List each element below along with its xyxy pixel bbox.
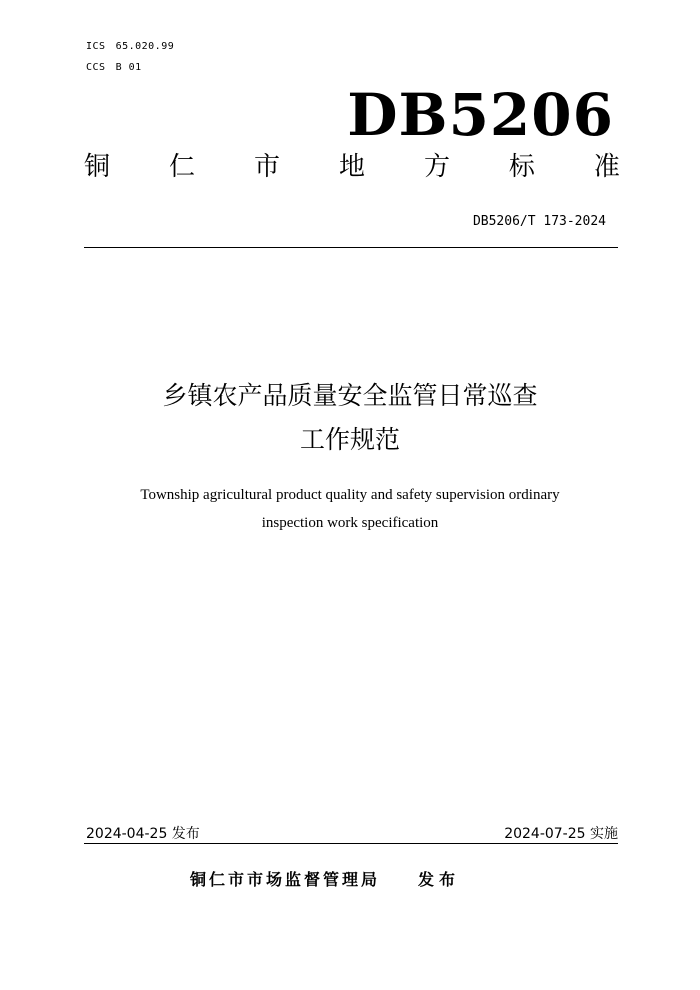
db-code: DB5206 bbox=[347, 81, 614, 149]
top-divider bbox=[84, 247, 618, 248]
standard-type-char: 标 bbox=[508, 152, 535, 182]
ics-label: ICS bbox=[86, 41, 106, 52]
publisher bbox=[190, 868, 460, 892]
standard-type-char: 仁 bbox=[168, 152, 195, 182]
publisher-name: 铜仁市市场监督管理局 bbox=[190, 870, 381, 889]
english-title-line-1: Township agricultural product quality and safety supervision ordinary bbox=[140, 487, 560, 503]
dates-row bbox=[86, 824, 618, 844]
standard-type-char: 地 bbox=[338, 152, 365, 182]
standard-type-char: 市 bbox=[253, 152, 280, 182]
english-title bbox=[60, 481, 640, 537]
standard-type-title bbox=[84, 148, 620, 186]
standard-type-char: 准 bbox=[593, 152, 620, 182]
ics-row bbox=[86, 36, 174, 57]
ccs-label: CCS bbox=[86, 62, 106, 73]
chinese-title-line-1: 乡镇农产品质量安全监管日常巡查 bbox=[162, 381, 538, 410]
bottom-divider bbox=[84, 843, 618, 844]
ccs-value: B 01 bbox=[115, 62, 142, 73]
chinese-title bbox=[0, 374, 700, 462]
ccs-row bbox=[86, 57, 174, 78]
standard-type-char: 铜 bbox=[84, 152, 111, 182]
implementation-date: 2024-07-25 实施 bbox=[504, 826, 618, 842]
standard-number: DB5206/T 173-2024 bbox=[472, 214, 606, 229]
english-title-line-2: inspection work specification bbox=[261, 515, 439, 531]
chinese-title-line-2: 工作规范 bbox=[299, 425, 400, 454]
ics-value: 65.020.99 bbox=[115, 41, 175, 52]
classification-codes bbox=[86, 36, 174, 78]
standard-type-char: 方 bbox=[423, 152, 450, 182]
publisher-action: 发布 bbox=[418, 870, 461, 889]
release-date: 2024-04-25 发布 bbox=[86, 826, 200, 842]
